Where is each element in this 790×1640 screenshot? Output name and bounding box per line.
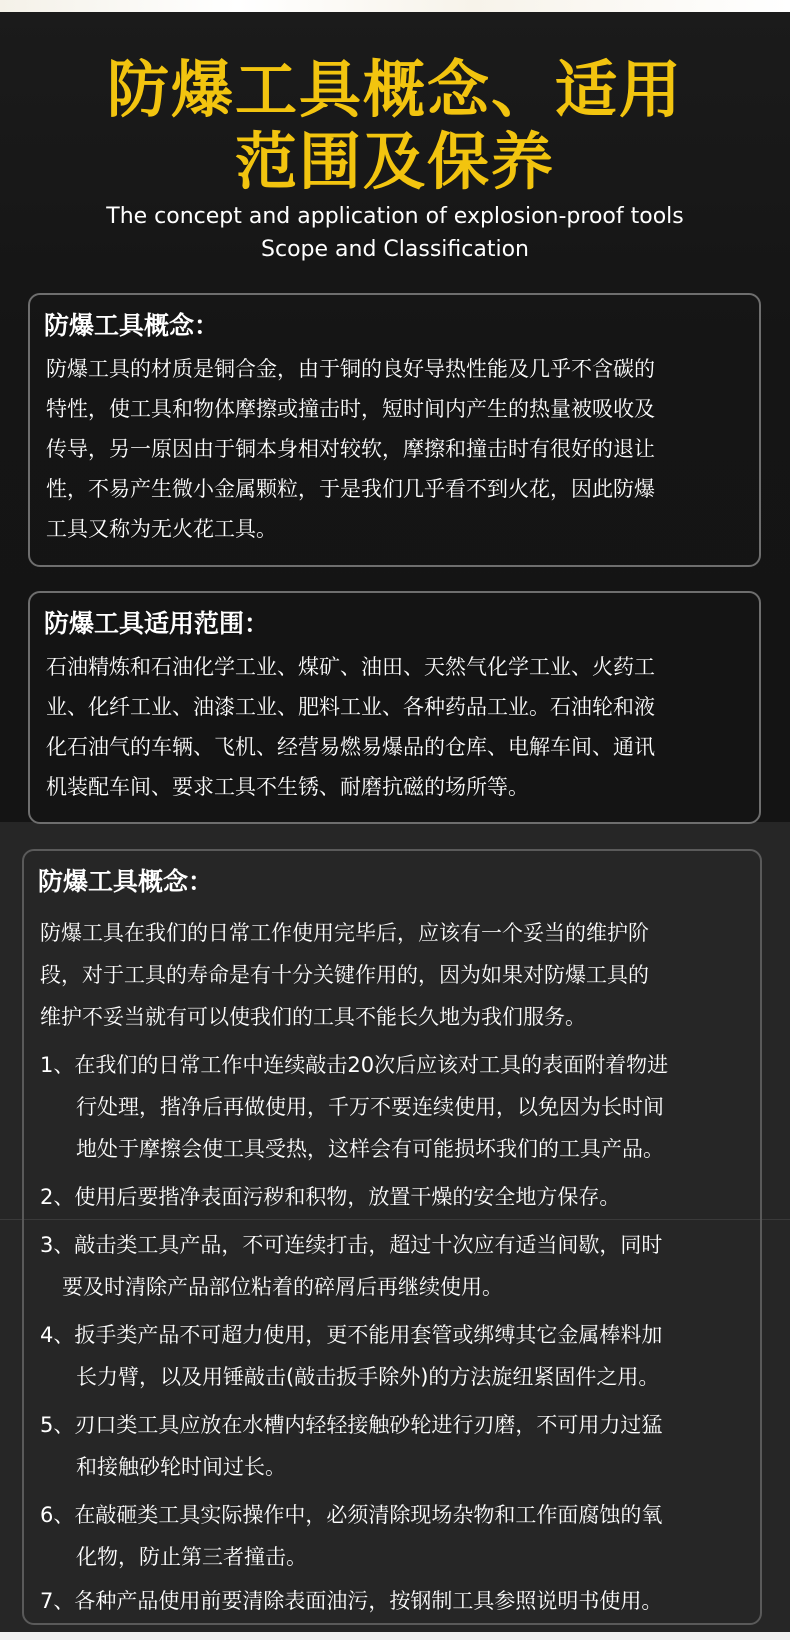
scope-text-line: 机装配车间、要求工具不生锈、耐磨抗磁的场所等。 <box>46 775 529 799</box>
scope-text-line: 业、化纤工业、油漆工业、肥料工业、各种药品工业。石油轮和液 <box>46 695 655 719</box>
maintenance-item-4-cont: 长力臂，以及用锤敲击(敲击扳手除外)的方法旋纽紧固件之用。 <box>76 1365 660 1389</box>
concept-text-line: 性，不易产生微小金属颗粒，于是我们几乎看不到火花，因此防爆 <box>46 477 655 501</box>
maintenance-intro-line: 防爆工具在我们的日常工作使用完毕后，应该有一个妥当的维护阶 <box>40 921 649 945</box>
concept-text-line: 防爆工具的材质是铜合金，由于铜的良好导热性能及几乎不含碳的 <box>46 357 655 381</box>
maintenance-item-1-cont: 地处于摩擦会使工具受热，这样会有可能损坏我们的工具产品。 <box>76 1137 664 1161</box>
page-title-line-2: 范围及保养 <box>234 125 555 198</box>
concept-text-line: 特性，使工具和物体摩擦或撞击时，短时间内产生的热量被吸收及 <box>46 397 655 421</box>
scope-card <box>28 591 761 824</box>
top-strip <box>0 0 790 12</box>
maintenance-item-2: 2、使用后要揩净表面污秽和积物，放置干燥的安全地方保存。 <box>40 1185 621 1209</box>
scope-text-line: 化石油气的车辆、飞机、经营易燃易爆品的仓库、电解车间、通讯 <box>46 735 655 759</box>
concept-card <box>28 293 761 567</box>
scope-card-heading: 防爆工具适用范围： <box>44 609 270 638</box>
concept-text-line: 工具又称为无火花工具。 <box>46 517 277 541</box>
maintenance-intro-line: 段，对于工具的寿命是有十分关键作用的，因为如果对防爆工具的 <box>40 963 649 987</box>
maintenance-item-5: 5、刃口类工具应放在水槽内轻轻接触砂轮进行刃磨，不可用力过猛 <box>40 1413 663 1437</box>
maintenance-card-heading: 防爆工具概念： <box>38 867 214 896</box>
concept-text-line: 传导，另一原因由于铜本身相对较软，摩擦和撞击时有很好的退让 <box>46 437 655 461</box>
maintenance-card <box>22 849 762 1625</box>
maintenance-item-3: 3、敲击类工具产品，不可连续打击，超过十次应有适当间歇，同时 <box>40 1233 663 1257</box>
maintenance-item-6-cont: 化物，防止第三者撞击。 <box>76 1545 307 1569</box>
maintenance-item-4: 4、扳手类产品不可超力使用，更不能用套管或绑缚其它金属棒料加 <box>40 1323 663 1347</box>
english-subtitle-line-1: The concept and application of explosion-proof tools <box>106 204 684 229</box>
maintenance-item-7: 7、各种产品使用前要清除表面油污，按钢制工具参照说明书使用。 <box>40 1589 663 1613</box>
maintenance-item-6: 6、在敲砸类工具实际操作中，必须清除现场杂物和工作面腐蚀的氧 <box>40 1503 663 1527</box>
english-subtitle-line-2: Scope and Classification <box>261 237 529 262</box>
maintenance-item-3-cont: 要及时清除产品部位粘着的碎屑后再继续使用。 <box>62 1275 503 1299</box>
page-title-line-1: 防爆工具概念、适用 <box>106 53 683 126</box>
bottom-strip <box>0 1632 790 1640</box>
concept-card-heading: 防爆工具概念： <box>44 311 220 340</box>
maintenance-item-5-cont: 和接触砂轮时间过长。 <box>76 1455 286 1479</box>
scope-text-line: 石油精炼和石油化学工业、煤矿、油田、天然气化学工业、火药工 <box>46 655 655 679</box>
maintenance-item-1: 1、在我们的日常工作中连续敲击20次后应该对工具的表面附着物进 <box>40 1053 669 1077</box>
maintenance-intro-line: 维护不妥当就有可以使我们的工具不能长久地为我们服务。 <box>40 1005 586 1029</box>
maintenance-item-1-cont: 行处理，揩净后再做使用，千万不要连续使用，以免因为长时间 <box>76 1095 664 1119</box>
